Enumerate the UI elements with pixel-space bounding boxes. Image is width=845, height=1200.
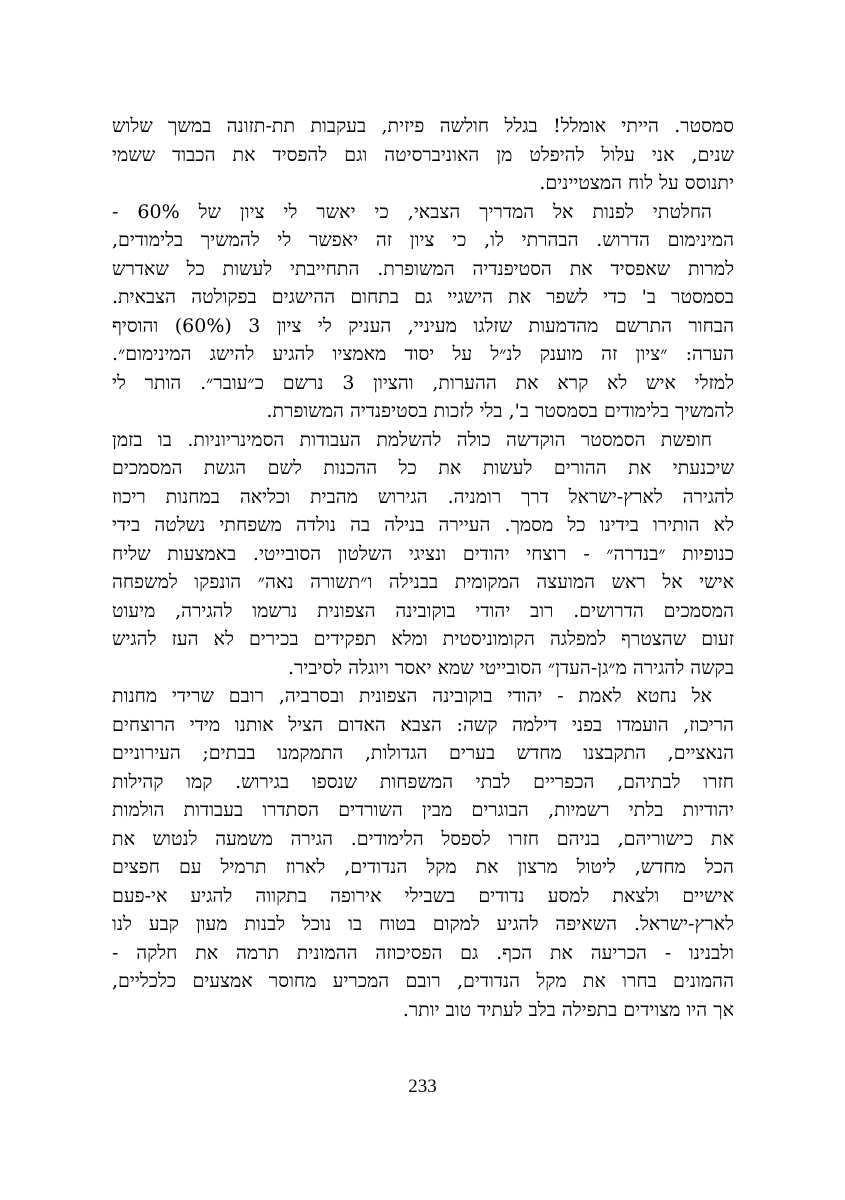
text-line: בקשה להגירה מ״גן-העדן״ הסובייטי שמא יאסר ויוגלה לסיביר.	[287, 656, 734, 679]
text-line: להמשיך בלימודים בסמסטר ב', בלי לזכות בסטיפנדיה המשופרת.	[266, 400, 734, 422]
text-line: החלטתי לפנות אל המדריך הצבאי, כי יאשר לי ציון של 60% -	[112, 200, 712, 223]
text-line: בסמסטר ב' כדי לשפר את הישגיי גם בתחום ההישגים בפקולטה הצבאית.	[112, 286, 734, 308]
text-line: ולבנינו - הכריעה את הכף. גם הפסיכוזה ההמונית תרמה את חלקה -	[112, 941, 734, 964]
book-page-text	[112, 112, 734, 1024]
text-line: שיכנעתי את ההורים לעשות את כל ההכנות לשם הגשת המסמכים	[112, 457, 734, 479]
text-line: אל נחטא לאמת - יהודי בוקובינה הצפונית ובסרביה, רובם שרידי מחנות	[112, 685, 712, 707]
text-line: זעום שהצטרף למפלגה הקומוניסטית ומלא תפקידים בכירים לא העז להגיש	[112, 628, 734, 650]
text-line: למרות שאפסיד את הסטיפנדיה המשופרת. התחייבתי לעשות כל שאדרש	[112, 257, 734, 280]
text-line: חזרו לבתיהם, הכפריים לבתי המשפחות שנספו בגירוש. קמו קהילות	[112, 770, 734, 793]
text-line: לארץ-ישראל. השאיפה להגיע למקום בטוח בו נוכל לבנות מעון קבע לנו	[112, 913, 734, 935]
text-line: המינימום הדרוש. הבהרתי לו, כי ציון זה יאפשר לי להמשיך בלימודים,	[112, 229, 734, 251]
text-line: יהודיות בלתי רשמיות, הבוגרים מבין השורדים הסתדרו בעבודות הולמות	[112, 799, 734, 821]
text-line: ההמונים בחרו את מקל הנדודים, רובם המכריע מחוסר אמצעים כלכליים,	[112, 970, 734, 992]
paragraph-4	[112, 682, 734, 1024]
text-line: הערה: ״ציון זה מוענק לנ״ל על יסוד מאמציו להגיע להישג המינימום״.	[112, 343, 734, 365]
text-line: כנופיות ״בנדרה״ - רוצחי יהודים ונציגי השלטון הסובייטי. באמצעות שליח	[112, 542, 734, 565]
text-line: הנאציים, התקבצנו מחדש בערים הגדולות, התמקמנו בבתים; העירוניים	[112, 742, 734, 764]
text-line: הריכוז, הועמדו בפני דילמה קשה: הצבא האדום הציל אותנו מידי הרוצחים	[112, 713, 734, 736]
page-number: 233	[408, 1076, 437, 1097]
paragraph-1	[112, 112, 734, 198]
text-line: הכל מחדש, ליטול מרצון את מקל הנדודים, לארוז תרמיל עם חפצים	[112, 856, 734, 878]
text-line: הבחור התרשם מהדמעות שזלגו מעיניי, העניק לי ציון 3 (60%) והוסיף	[112, 314, 734, 337]
paragraph-3	[112, 426, 734, 683]
text-line: אך היו מצוידים בתפילה בלב לעתיד טוב יותר.	[402, 998, 734, 1021]
text-line: להגירה לארץ-ישראל דרך רומניה. הגירוש מהבית וכליאה במחנות ריכוז	[112, 485, 734, 508]
text-line: יתנוסס על לוח המצטיינים.	[539, 172, 734, 194]
text-line: אישיים ולצאת למסע נדודים בשבילי אירופה בתקווה להגיע אי-פעם	[112, 884, 734, 907]
text-line: סמסטר. הייתי אומלל! בגלל חולשה פיזית, בעקבות תת-תזונה במשך שלוש	[112, 115, 734, 137]
text-line: לא הותירו בידינו כל מסמך. העיירה בנילה בה נולדה משפחתי נשלטה בידי	[112, 514, 734, 536]
paragraph-2	[112, 198, 734, 426]
text-line: אישי אל ראש המועצה המקומית בבנילה ו״תשורה נאה״ הונפקו למשפחה	[112, 571, 734, 593]
text-line: למזלי איש לא קרא את ההערות, והציון 3 נרשם כ״עובר״. הותר לי	[112, 371, 734, 394]
text-line: שנים, אני עלול להיפלט מן האוניברסיטה וגם להפסיד את הכבוד ששמי	[112, 143, 734, 166]
text-line: את כישוריהם, בניהם חזרו לספסל הלימודים. הגירה משמעה לנטוש את	[112, 827, 734, 850]
text-line: חופשת הסמסטר הוקדשה כולה להשלמת העבודות הסמינריוניות. בו בזמן	[112, 428, 712, 451]
text-line: המסמכים הדרושים. רוב יהודי בוקובינה הצפונית נרשמו להגירה, מיעוט	[112, 599, 734, 622]
